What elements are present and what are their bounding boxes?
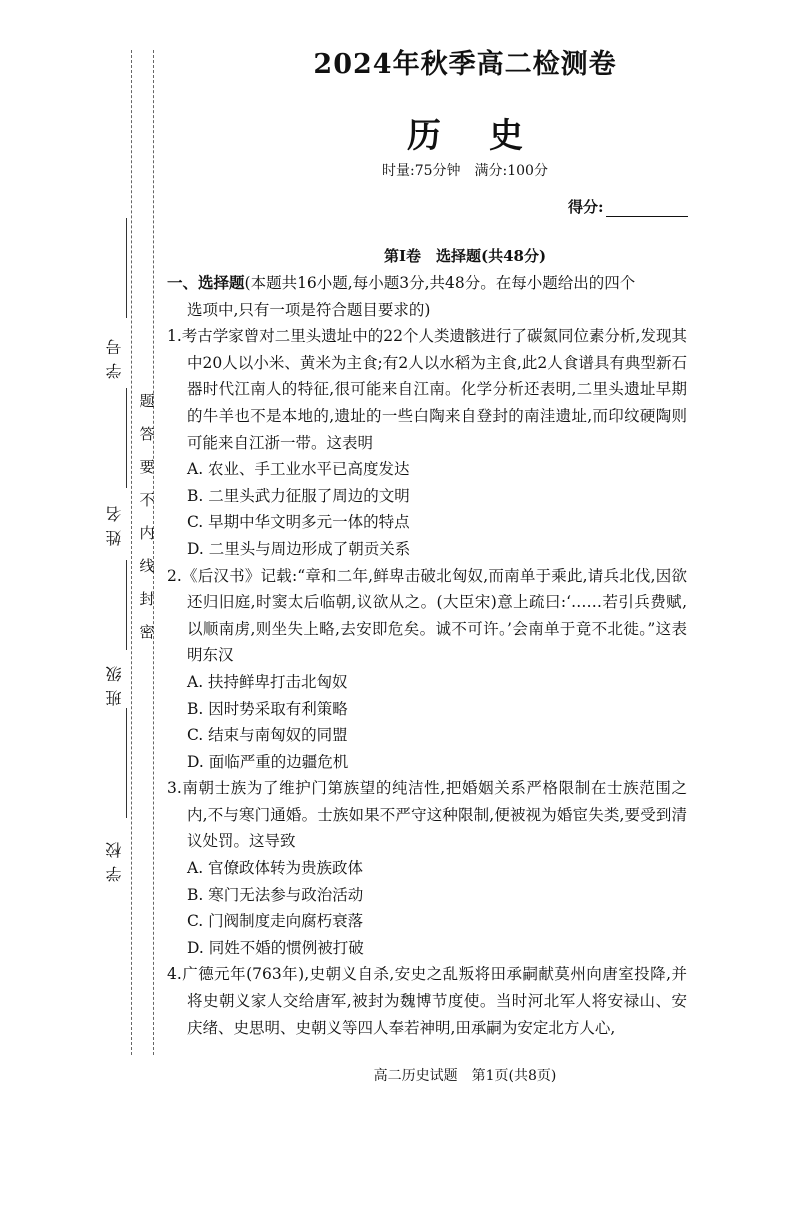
option-a: A. 官僚政体转为贵族政体 (187, 859, 364, 878)
instruction-line-2: 选项中,只有一项是符合题目要求的) (187, 300, 431, 319)
seal-char: 内 (139, 524, 155, 542)
class-label: 班级 (105, 658, 124, 706)
school-label: 学校 (105, 834, 124, 882)
seal-char: 要 (139, 458, 155, 476)
question-stem: 1.考古学家曾对二里头遗址中的22个人类遗骸进行了碳氮同位素分析,发现其中20人以小米、黄米为主食;有2人以水稻为主食,此2人食谱具有典型新石器时代江南人的特征,很可能来自江南。化学分析还表明,二里头遗址早期的牛羊也不是本地的,遗址的一些白陶来自登封的南洼遗址,而印纹硬陶则可能来自江浙一带。这表明 (167, 327, 687, 452)
binding-dashed-line-outer (131, 50, 132, 1055)
question-stem: 4.广德元年(763年),史朝义自杀,安史之乱叛将田承嗣献莫州向唐室投降,并将史朝义家人交给唐军,被封为魏博节度使。当时河北军人将安禄山、安庆绪、史思明、史朝义等四人奉若神明,田承嗣为安定北方人心, (167, 965, 687, 1037)
option-c: C. 门阀制度走向腐朽衰落 (187, 912, 364, 931)
instruction-line-1: (本题共16小题,每小题3分,共48分。在每小题给出的四个 (244, 274, 636, 292)
seal-line-notice (136, 385, 158, 715)
score-field (568, 196, 688, 217)
page-footer: 高二历史试题 第1页(共8页) (373, 1068, 557, 1084)
seal-char: 答 (139, 425, 155, 443)
option-d: D. 同姓不婚的惯例被打破 (187, 938, 364, 957)
student-id-label: 学号 (105, 331, 124, 379)
name-fill-line (126, 388, 127, 488)
score-label: 得分: (568, 198, 604, 216)
question-4 (167, 961, 687, 1041)
score-blank (606, 200, 688, 217)
option-c: C. 结束与南匈奴的同盟 (187, 726, 348, 745)
seal-char: 封 (139, 590, 155, 608)
name-label: 姓名 (105, 498, 124, 546)
school-fill-line (126, 708, 127, 818)
option-a: A. 扶持鲜卑打击北匈奴 (187, 672, 348, 691)
seal-char: 密 (139, 623, 155, 641)
student-id-fill-line (126, 218, 127, 318)
question-3 (167, 775, 687, 961)
seal-char: 不 (139, 491, 155, 509)
seal-char: 题 (139, 392, 155, 410)
option-b: B. 因时势采取有利策略 (187, 699, 348, 718)
exam-title: 2024年秋季高二检测卷 (313, 49, 617, 80)
question-1 (167, 323, 687, 562)
section-instruction (167, 270, 687, 297)
question-stem: 2.《后汉书》记载:“章和二年,鲜卑击破北匈奴,而南单于乘此,请兵北伐,因欲还归旧庭,时窦太后临朝,议欲从之。(大臣宋)意上疏曰:‘……若引兵费赋,以顺南虏,则坐失上略,去安即危矣。诚不可许。’会南单于竟不北徙。”这表明东汉 (167, 566, 687, 665)
option-a: A. 农业、手工业水平已高度发达 (187, 460, 410, 479)
question-2 (167, 563, 687, 776)
option-c: C. 早期中华文明多元一体的特点 (187, 513, 410, 532)
subject-title: 历史 (407, 116, 571, 156)
exam-content (167, 270, 687, 1041)
option-d: D. 二里头与周边形成了朝贡关系 (187, 539, 411, 558)
option-b: B. 二里头武力征服了周边的文明 (187, 486, 410, 505)
section-title: 第Ⅰ卷 选择题(共48分) (383, 247, 547, 265)
instruction-lead: 一、选择题 (167, 273, 245, 292)
seal-char: 线 (139, 557, 155, 575)
question-stem: 3.南朝士族为了维护门第族望的纯洁性,把婚姻关系严格限制在士族范围之内,不与寒门通婚。士族如果不严守这种限制,便被视为婚宦失类,要受到清议处罚。这导致 (167, 779, 687, 851)
option-b: B. 寒门无法参与政治活动 (187, 885, 364, 904)
class-fill-line (126, 560, 127, 650)
time-and-score-info: 时量:75分钟 满分:100分 (382, 163, 548, 179)
option-d: D. 面临严重的边疆危机 (187, 752, 349, 771)
